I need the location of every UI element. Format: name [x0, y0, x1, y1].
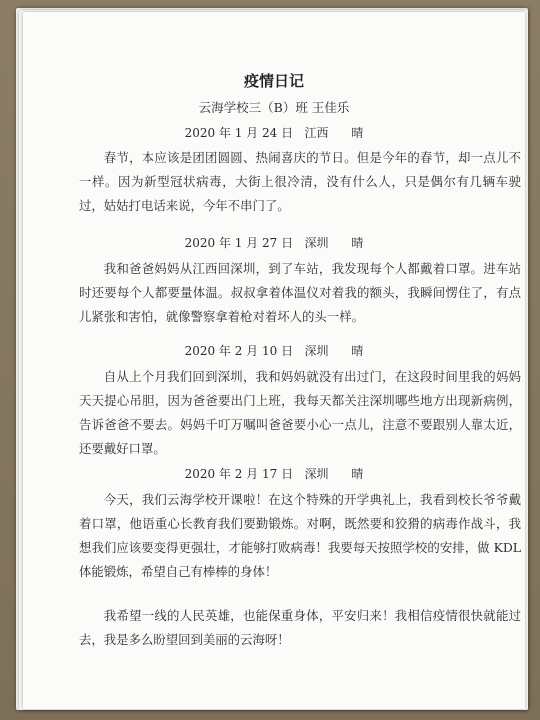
entry-date: 2020 年 1 月 27 日 深圳 晴 — [184, 236, 364, 250]
entry-date: 2020 年 1 月 24 日 江西 晴 — [184, 126, 364, 140]
diary-title: 疫情日记 — [243, 72, 304, 90]
entry-paragraph: 春节，本应该是团团圆圆、热闹喜庆的节日。但是今年的春节，却一点儿不一样。因为新型冠状病毒，大街上很冷清，没有什么人，只是偶尔有几辆车驶过，姑姑打电话来说，今年不串门了。 — [79, 150, 521, 213]
entry-paragraph: 我希望一线的人民英雄，也能保重身体，平安归来！我相信疫情很快就能过去，我是多么盼望回到美丽的云海呀！ — [79, 608, 521, 647]
diary-author-line: 云海学校三（B）班 王佳乐 — [198, 100, 350, 115]
entry-date: 2020 年 2 月 17 日 深圳 晴 — [184, 467, 364, 481]
entry-paragraph: 今天，我们云海学校开课啦！在这个特殊的开学典礼上，我看到校长爷爷戴着口罩，他语重心长教育我们要勤锻炼。对啊，既然要和狡猾的病毒作战斗，我想我们应该要变得更强壮，才能够打败病毒！我要每天按照学校的安排，做 KDL 体能锻炼，希望自己有棒棒的身体！ — [79, 492, 521, 579]
entry-paragraph: 我和爸爸妈妈从江西回深圳，到了车站，我发现每个人都戴着口罩。进车站时还要每个人都要量体温。叔叔拿着体温仪对着我的额头，我瞬间愣住了，有点儿紧张和害怕，就像警察拿着枪对着坏人的头一样。 — [79, 261, 521, 324]
diary-page — [23, 12, 525, 709]
entry-paragraph: 自从上个月我们回到深圳，我和妈妈就没有出过门，在这段时间里我的妈妈天天提心吊胆，因为爸爸要出门上班，我每天都关注深圳哪些地方出现新病例，告诉爸爸不要去。妈妈千叮万嘱叫爸爸要小心一点儿，注意不要跟别人靠太近，还要戴好口罩。 — [79, 369, 521, 456]
entry-date: 2020 年 2 月 10 日 深圳 晴 — [184, 344, 364, 358]
